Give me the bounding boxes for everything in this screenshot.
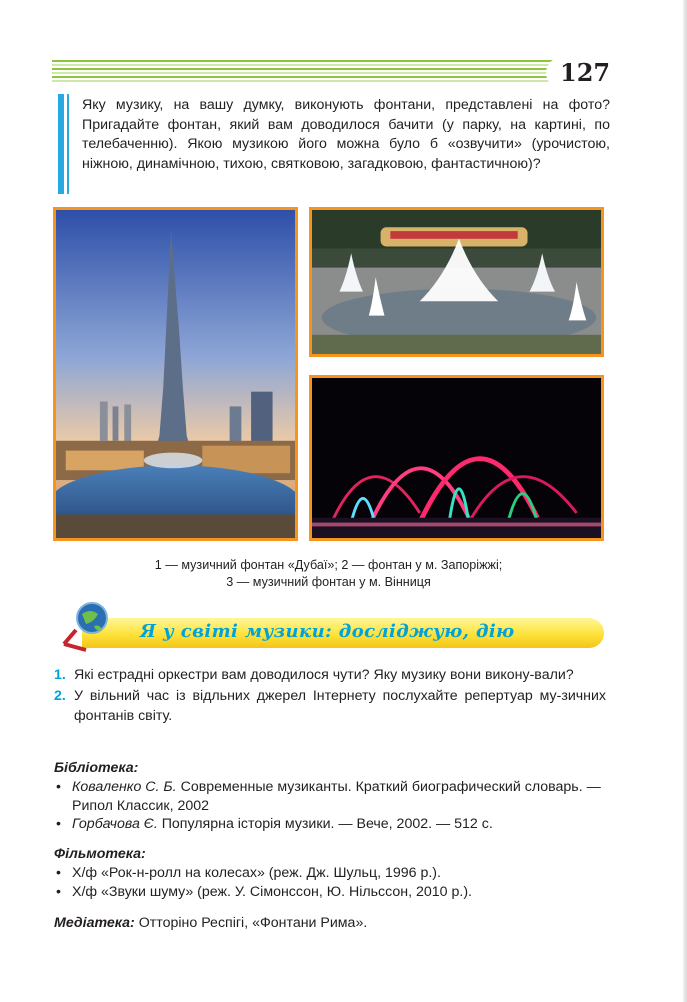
intro-question: Яку музику, на вашу думку, виконують фонтани, представлені на фото? Пригадайте фонтан, який вам доводилося бачити (у парку, на картині, по телебаченню). Якою музикою його можна було б «озвучити» (урочистою, ніжною, динамічною, тихою, святковою, загадковою, фантастичною)? (82, 97, 610, 172)
photo-vinnytsia-fountain (309, 375, 604, 541)
intro-marker (58, 94, 64, 194)
filmoteka-list (54, 864, 606, 901)
section-title: Я у світі музики: досліджую, дію (140, 621, 515, 642)
library-author: Коваленко С. Б. (72, 779, 177, 795)
film-item: • Х/ф «Рок-н-ролл на колесах» (реж. Дж. Шульц, 1996 р.). (54, 864, 606, 883)
mediateka-label: Медіатека: (54, 915, 135, 931)
library-title: Современные музиканты. Краткий биографический словарь. — Рипол Классик, 2002 (72, 779, 601, 814)
photo-zaporizhzhia-fountain (309, 207, 604, 357)
task-item (54, 687, 606, 726)
photo-dubai-fountain (53, 207, 298, 541)
caption-line-1: 1 — музичний фонтан «Дубаї»; 2 — фонтан у м. Запоріжжі; (154, 558, 503, 572)
task-item (54, 666, 606, 685)
library-item (54, 778, 606, 815)
library-author: Горбачова Є. (72, 816, 158, 833)
library-heading: Бібліотека: (54, 760, 139, 776)
page-number: 127 (560, 58, 611, 87)
film-item: • Х/ф «Звуки шуму» (реж. У. Сімонссон, Ю. Нільссон, 2010 р.). (54, 883, 606, 902)
magnifier-globe-icon (56, 598, 120, 654)
mediateka-line (54, 915, 367, 931)
mediateka-text: Отторіно Респігі, «Фонтани Рима». (134, 915, 368, 931)
task-list (54, 666, 606, 728)
library-title: Популярна історія музики. — Вече, 2002. — 512 с. (157, 816, 493, 833)
filmoteka-heading: Фільмотека: (54, 846, 146, 862)
task-number: 1. (54, 667, 66, 683)
library-list (54, 778, 606, 834)
task-number: 2. (54, 688, 66, 705)
header-stripes (52, 60, 612, 86)
library-item (54, 815, 606, 834)
task-text: У вільний час із відльних джерел Інтернету послухайте репертуар му-зичних фонтанів світу. (74, 688, 606, 724)
page-edge (683, 0, 687, 1002)
caption-line-2: 3 — музичний фонтан у м. Вінниця (226, 575, 431, 589)
task-text: Які естрадні оркестри вам доводилося чути? Яку музику вони викону-вали? (74, 667, 574, 683)
intro-marker-thin (67, 94, 69, 194)
photo-caption (53, 557, 604, 591)
